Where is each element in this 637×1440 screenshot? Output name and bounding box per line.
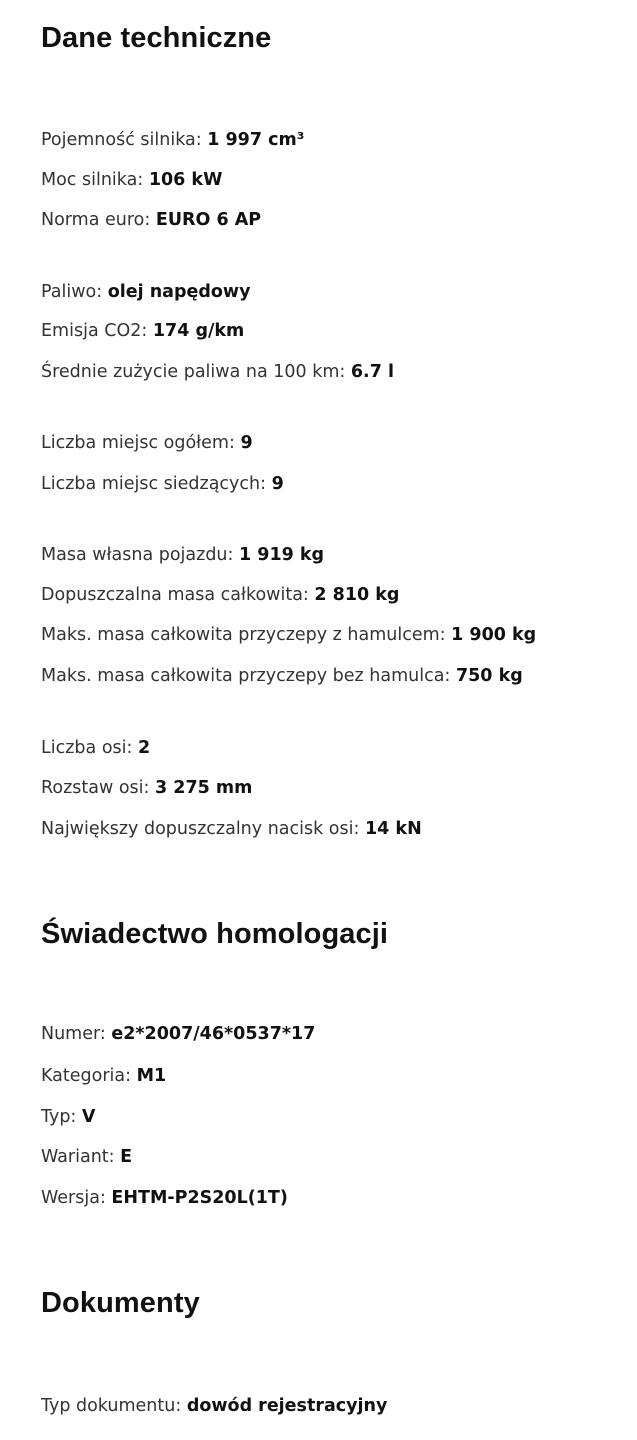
spec-row bbox=[41, 664, 523, 688]
homologation-row bbox=[41, 1064, 166, 1088]
spec-row bbox=[41, 736, 150, 760]
homologation-value: E bbox=[120, 1147, 133, 1167]
spec-value: 9 bbox=[271, 474, 284, 494]
spec-row bbox=[41, 280, 251, 304]
section-title-dane-techniczne: Dane techniczne bbox=[41, 22, 272, 54]
homologation-label: Wariant: bbox=[41, 1147, 115, 1167]
spec-value: 9 bbox=[240, 433, 253, 453]
spec-value: 750 kg bbox=[455, 666, 523, 686]
homologation-value: EHTM-P2S20L(1T) bbox=[111, 1188, 288, 1208]
spec-value: 14 kN bbox=[364, 819, 422, 839]
spec-row bbox=[41, 360, 394, 384]
section-title-swiadectwo-homologacji: Świadectwo homologacji bbox=[41, 918, 389, 950]
spec-row bbox=[41, 168, 222, 192]
spec-label: Dopuszczalna masa całkowita: bbox=[41, 585, 309, 605]
spec-row bbox=[41, 817, 422, 841]
spec-value: 3 275 mm bbox=[155, 778, 253, 798]
spec-value: EURO 6 AP bbox=[155, 210, 262, 230]
spec-row bbox=[41, 208, 261, 232]
spec-value: 1 997 cm³ bbox=[207, 130, 305, 150]
spec-row bbox=[41, 543, 324, 567]
spec-label: Liczba miejsc siedzących: bbox=[41, 474, 267, 494]
homologation-value: e2*2007/46*0537*17 bbox=[111, 1024, 316, 1044]
spec-value: 6.7 l bbox=[350, 362, 394, 382]
spec-label: Średnie zużycie paliwa na 100 km: bbox=[41, 362, 346, 382]
homologation-label: Kategoria: bbox=[41, 1066, 132, 1086]
spec-label: Masa własna pojazdu: bbox=[41, 545, 234, 565]
spec-label: Moc silnika: bbox=[41, 170, 144, 190]
spec-label: Liczba osi: bbox=[41, 738, 133, 758]
spec-row bbox=[41, 128, 304, 152]
spec-label: Pojemność silnika: bbox=[41, 130, 202, 150]
homologation-label: Numer: bbox=[41, 1024, 106, 1044]
spec-label: Największy dopuszczalny nacisk osi: bbox=[41, 819, 360, 839]
spec-value: 174 g/km bbox=[152, 321, 245, 341]
spec-row bbox=[41, 623, 536, 647]
spec-value: 106 kW bbox=[148, 170, 223, 190]
spec-value: olej napędowy bbox=[107, 282, 251, 302]
spec-label: Maks. masa całkowita przyczepy z hamulcem: bbox=[41, 625, 446, 645]
homologation-label: Typ: bbox=[41, 1107, 77, 1127]
spec-row bbox=[41, 472, 284, 496]
spec-label: Liczba miejsc ogółem: bbox=[41, 433, 235, 453]
spec-value: 2 bbox=[137, 738, 151, 758]
spec-row bbox=[41, 431, 253, 455]
section-title-dokumenty: Dokumenty bbox=[41, 1287, 200, 1319]
homologation-row bbox=[41, 1186, 288, 1210]
spec-label: Paliwo: bbox=[41, 282, 103, 302]
homologation-label: Wersja: bbox=[41, 1188, 106, 1208]
document-row bbox=[41, 1394, 387, 1418]
homologation-value: V bbox=[81, 1107, 96, 1127]
document-value: dowód rejestracyjny bbox=[186, 1396, 388, 1416]
spec-label: Maks. masa całkowita przyczepy bez hamulca: bbox=[41, 666, 451, 686]
homologation-row bbox=[41, 1022, 315, 1046]
document-label: Typ dokumentu: bbox=[41, 1396, 182, 1416]
homologation-row bbox=[41, 1105, 95, 1129]
spec-value: 1 900 kg bbox=[451, 625, 537, 645]
spec-label: Norma euro: bbox=[41, 210, 151, 230]
homologation-value: M1 bbox=[136, 1066, 167, 1086]
homologation-row bbox=[41, 1145, 132, 1169]
spec-value: 1 919 kg bbox=[239, 545, 325, 565]
spec-row bbox=[41, 583, 399, 607]
spec-row bbox=[41, 776, 252, 800]
spec-value: 2 810 kg bbox=[314, 585, 400, 605]
spec-label: Emisja CO2: bbox=[41, 321, 148, 341]
spec-row bbox=[41, 319, 244, 343]
spec-label: Rozstaw osi: bbox=[41, 778, 150, 798]
